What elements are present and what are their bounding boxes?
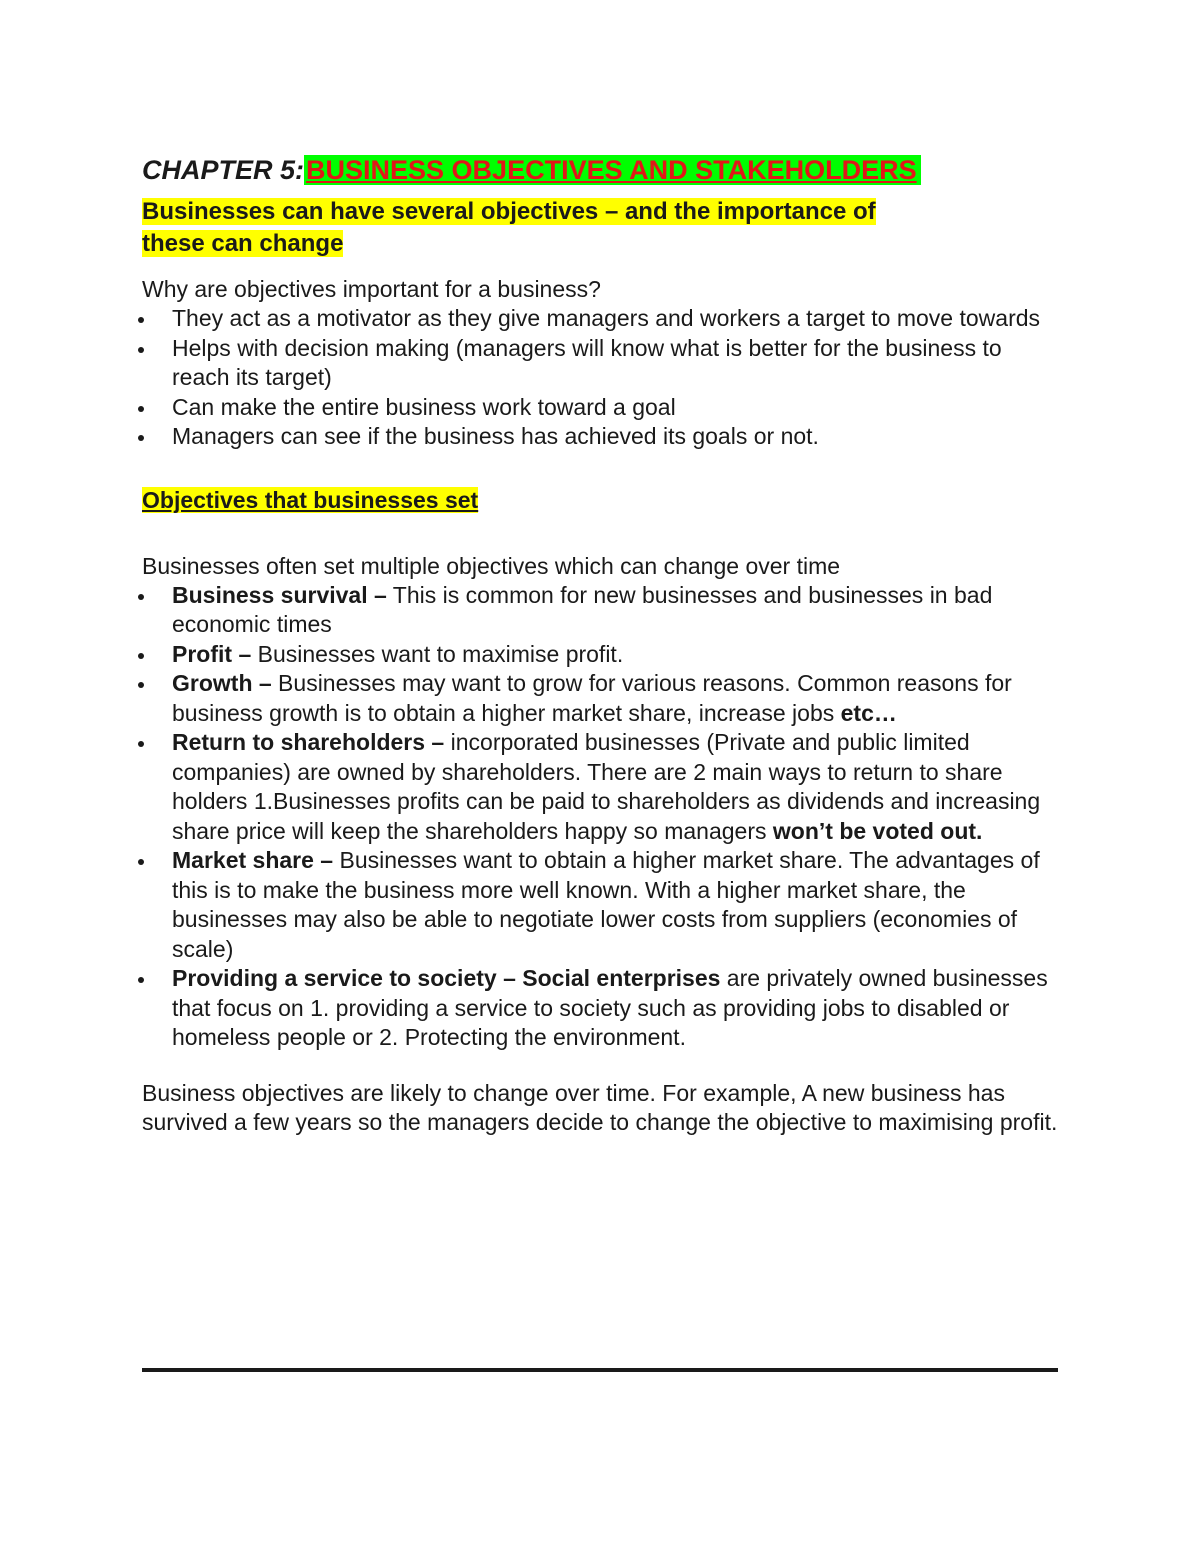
list-item — [142, 640, 1060, 670]
bullet-icon — [138, 859, 144, 865]
subheading-line-2: these can change — [142, 230, 344, 257]
objective-term: Providing a service to society – Social enterprises — [172, 965, 721, 991]
chapter-title: BUSINESS OBJECTIVES AND STAKEHOLDERS — [304, 155, 921, 185]
bullet-icon — [138, 977, 144, 983]
list-item — [142, 728, 1060, 846]
list-item — [142, 422, 1060, 452]
list-item — [142, 304, 1060, 334]
bullet-icon — [138, 682, 144, 688]
objective-text: incorporated businesses (Private and public limited companies) are owned by shareholders. There are 2 main ways to return to share holders 1.Businesses profits can be paid to shareholders as dividends and increasing share price will keep the shareholders happy so managers — [172, 729, 1041, 844]
subheading-line-1: Businesses can have several objectives – and the importance of — [142, 198, 876, 225]
list-item-text: Can make the entire business work toward a goal — [172, 393, 676, 420]
intro-text: Businesses often set multiple objectives which can change over time — [142, 552, 841, 579]
list-item-text: Managers can see if the business has achieved its goals or not. — [172, 423, 819, 449]
objective-text: Businesses want to maximise profit. — [251, 640, 624, 667]
section-heading — [142, 484, 1060, 516]
bullet-icon — [138, 435, 144, 441]
bullet-icon — [138, 594, 144, 600]
bullet-icon — [138, 653, 144, 659]
objective-bold-tail: etc… — [840, 699, 897, 726]
chapter-heading — [142, 150, 1060, 190]
bullet-icon — [138, 347, 144, 353]
horizontal-rule — [142, 1368, 1058, 1372]
objective-text: This is common for new businesses and businesses in bad economic times — [172, 581, 993, 637]
bullet-icon — [138, 317, 144, 323]
list-item-text: Helps with decision making (managers will know what is better for the business to reach its target) — [172, 334, 1002, 390]
list-item — [142, 334, 1060, 393]
list-item — [142, 846, 1060, 964]
list-item — [142, 964, 1060, 1053]
objective-term: Market share – — [172, 847, 334, 873]
objective-text: Businesses want to obtain a higher market share. The advantages of this is to make the business more well known. With a higher market share, the businesses may also be able to negotiate lower costs from suppliers (economies of scale) — [172, 847, 1040, 962]
objective-term: Business survival – — [172, 581, 387, 608]
objective-text: Businesses may want to grow for various reasons. Common reasons for business growth is to obtain a higher market share, increase jobs — [172, 670, 1012, 726]
objective-term: Growth – — [172, 670, 272, 696]
bullet-icon — [138, 741, 144, 747]
subheading — [142, 196, 1060, 260]
list-item-text: They act as a motivator as they give managers and workers a target to move towards — [172, 305, 1041, 331]
question-text: Why are objectives important for a business? — [142, 276, 601, 302]
objective-term: Return to shareholders – — [172, 729, 445, 755]
importance-list — [142, 304, 1060, 452]
objectives-list — [142, 581, 1060, 1053]
section-heading-text: Objectives that businesses set — [142, 486, 479, 513]
list-item — [142, 393, 1060, 423]
bullet-icon — [138, 406, 144, 412]
list-item — [142, 581, 1060, 640]
objective-text: are privately owned businesses that focus on 1. providing a service to society such as providing jobs to disabled or homeless people or 2. Protecting the environment. — [172, 965, 1048, 1050]
closing-paragraph: Business objectives are likely to change over time. For example, A new business has survived a few years so the managers decide to change the objective to maximising profit. — [142, 1079, 1058, 1135]
objective-term: Profit – — [172, 640, 252, 667]
list-item — [142, 669, 1060, 728]
objective-bold-tail: won’t be voted out. — [772, 817, 983, 844]
chapter-prefix: CHAPTER 5: — [142, 155, 305, 185]
